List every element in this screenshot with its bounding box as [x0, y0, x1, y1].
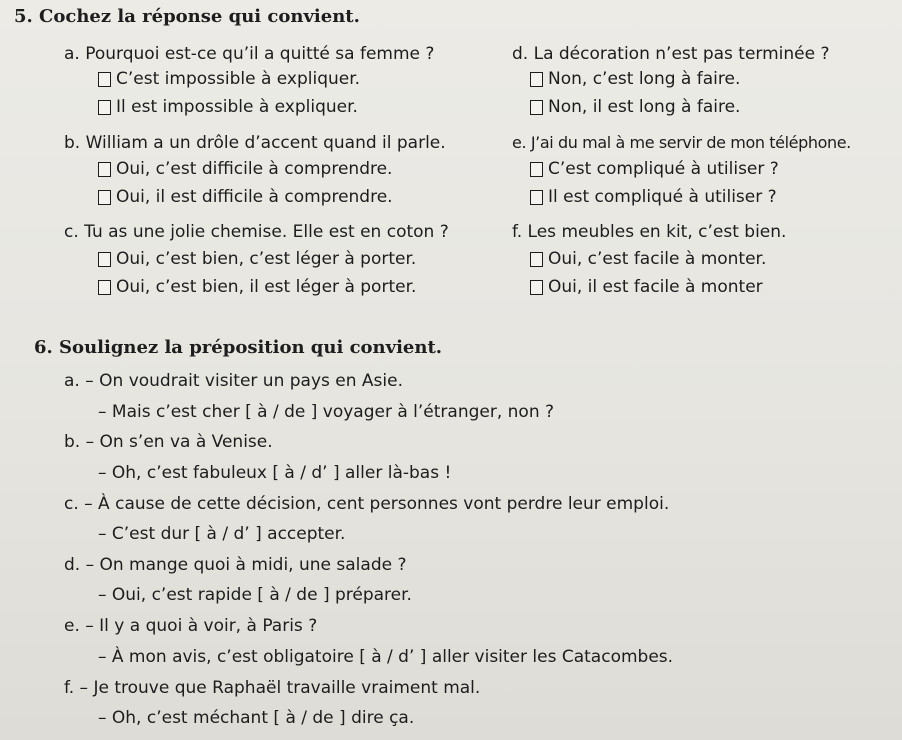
checkbox[interactable]: [98, 280, 111, 295]
option-label: Non, c’est long à faire.: [548, 69, 741, 89]
option-label: Oui, il est difficile à comprendre.: [116, 187, 393, 207]
question-b-prompt: b. William a un drôle d’accent quand il parle.: [64, 133, 446, 153]
checkbox[interactable]: [530, 280, 543, 295]
question-f-option-1[interactable]: [530, 249, 766, 269]
question-b-option-1[interactable]: [98, 159, 392, 179]
question-c-prompt: c. Tu as une jolie chemise. Elle est en coton ?: [64, 222, 449, 242]
option-label: Il est impossible à expliquer.: [116, 97, 358, 117]
question-e-prompt: e. J’ai du mal à me servir de mon téléphone.: [512, 133, 851, 152]
exercise-6-line-e2[interactable]: – À mon avis, c’est obligatoire [ à / d’ ] aller visiter les Catacombes.: [98, 647, 674, 667]
option-label: Il est compliqué à utiliser ?: [548, 187, 777, 207]
checkbox[interactable]: [98, 72, 111, 87]
checkbox[interactable]: [98, 190, 111, 205]
option-label: C’est impossible à expliquer.: [116, 69, 361, 89]
question-e-option-2[interactable]: [530, 187, 777, 207]
exercise-6-line-c1: c. – À cause de cette décision, cent personnes vont perdre leur emploi.: [64, 494, 670, 514]
question-b-option-2[interactable]: [98, 187, 393, 207]
checkbox[interactable]: [98, 100, 111, 115]
exercise-6-line-c2[interactable]: – C’est dur [ à / d’ ] accepter.: [98, 524, 346, 544]
option-label: Oui, c’est difficile à comprendre.: [116, 159, 393, 179]
exercise-6-line-b2[interactable]: – Oh, c’est fabuleux [ à / d’ ] aller là-bas !: [98, 463, 452, 483]
checkbox[interactable]: [530, 162, 543, 177]
checkbox[interactable]: [98, 252, 111, 267]
question-d-option-2[interactable]: [530, 97, 740, 117]
option-label: Oui, c’est bien, il est léger à porter.: [116, 277, 417, 297]
question-d-prompt: d. La décoration n’est pas terminée ?: [512, 44, 830, 64]
checkbox[interactable]: [530, 190, 543, 205]
checkbox[interactable]: [530, 252, 543, 267]
question-d-option-1[interactable]: [530, 69, 740, 89]
exercise-6-line-b1: b. – On s’en va à Venise.: [64, 432, 273, 452]
checkbox[interactable]: [530, 100, 543, 115]
option-label: Oui, il est facile à monter: [548, 277, 763, 297]
question-a-option-2[interactable]: [98, 97, 358, 117]
exercise-6-line-f2[interactable]: – Oh, c’est méchant [ à / de ] dire ça.: [98, 708, 415, 728]
question-f-prompt: f. Les meubles en kit, c’est bien.: [512, 222, 787, 242]
option-label: Oui, c’est bien, c’est léger à porter.: [116, 249, 417, 269]
question-c-option-2[interactable]: [98, 277, 416, 297]
checkbox[interactable]: [530, 72, 543, 87]
exercise-6-line-f1: f. – Je trouve que Raphaël travaille vraiment mal.: [64, 678, 481, 698]
question-a-prompt: a. Pourquoi est-ce qu’il a quitté sa femme ?: [64, 44, 435, 64]
checkbox[interactable]: [98, 162, 111, 177]
question-c-option-1[interactable]: [98, 249, 416, 269]
question-a-option-1[interactable]: [98, 69, 360, 89]
option-label: Oui, c’est facile à monter.: [548, 249, 767, 269]
exercise-6-title: 6. Soulignez la préposition qui convient.: [34, 337, 443, 358]
option-label: C’est compliqué à utiliser ?: [548, 159, 779, 179]
exercise-6-line-d1: d. – On mange quoi à midi, une salade ?: [64, 555, 407, 575]
option-label: Non, il est long à faire.: [548, 97, 741, 117]
question-e-option-1[interactable]: [530, 159, 779, 179]
question-f-option-2[interactable]: [530, 277, 763, 297]
exercise-6-line-a1: a. – On voudrait visiter un pays en Asie.: [64, 371, 403, 391]
exercise-6-line-d2[interactable]: – Oui, c’est rapide [ à / de ] préparer.: [98, 585, 412, 605]
exercise-6-line-a2[interactable]: – Mais c’est cher [ à / de ] voyager à l’étranger, non ?: [98, 402, 555, 422]
exercise-6-line-e1: e. – Il y a quoi à voir, à Paris ?: [64, 616, 318, 636]
exercise-5-title: 5. Cochez la réponse qui convient.: [14, 6, 360, 27]
